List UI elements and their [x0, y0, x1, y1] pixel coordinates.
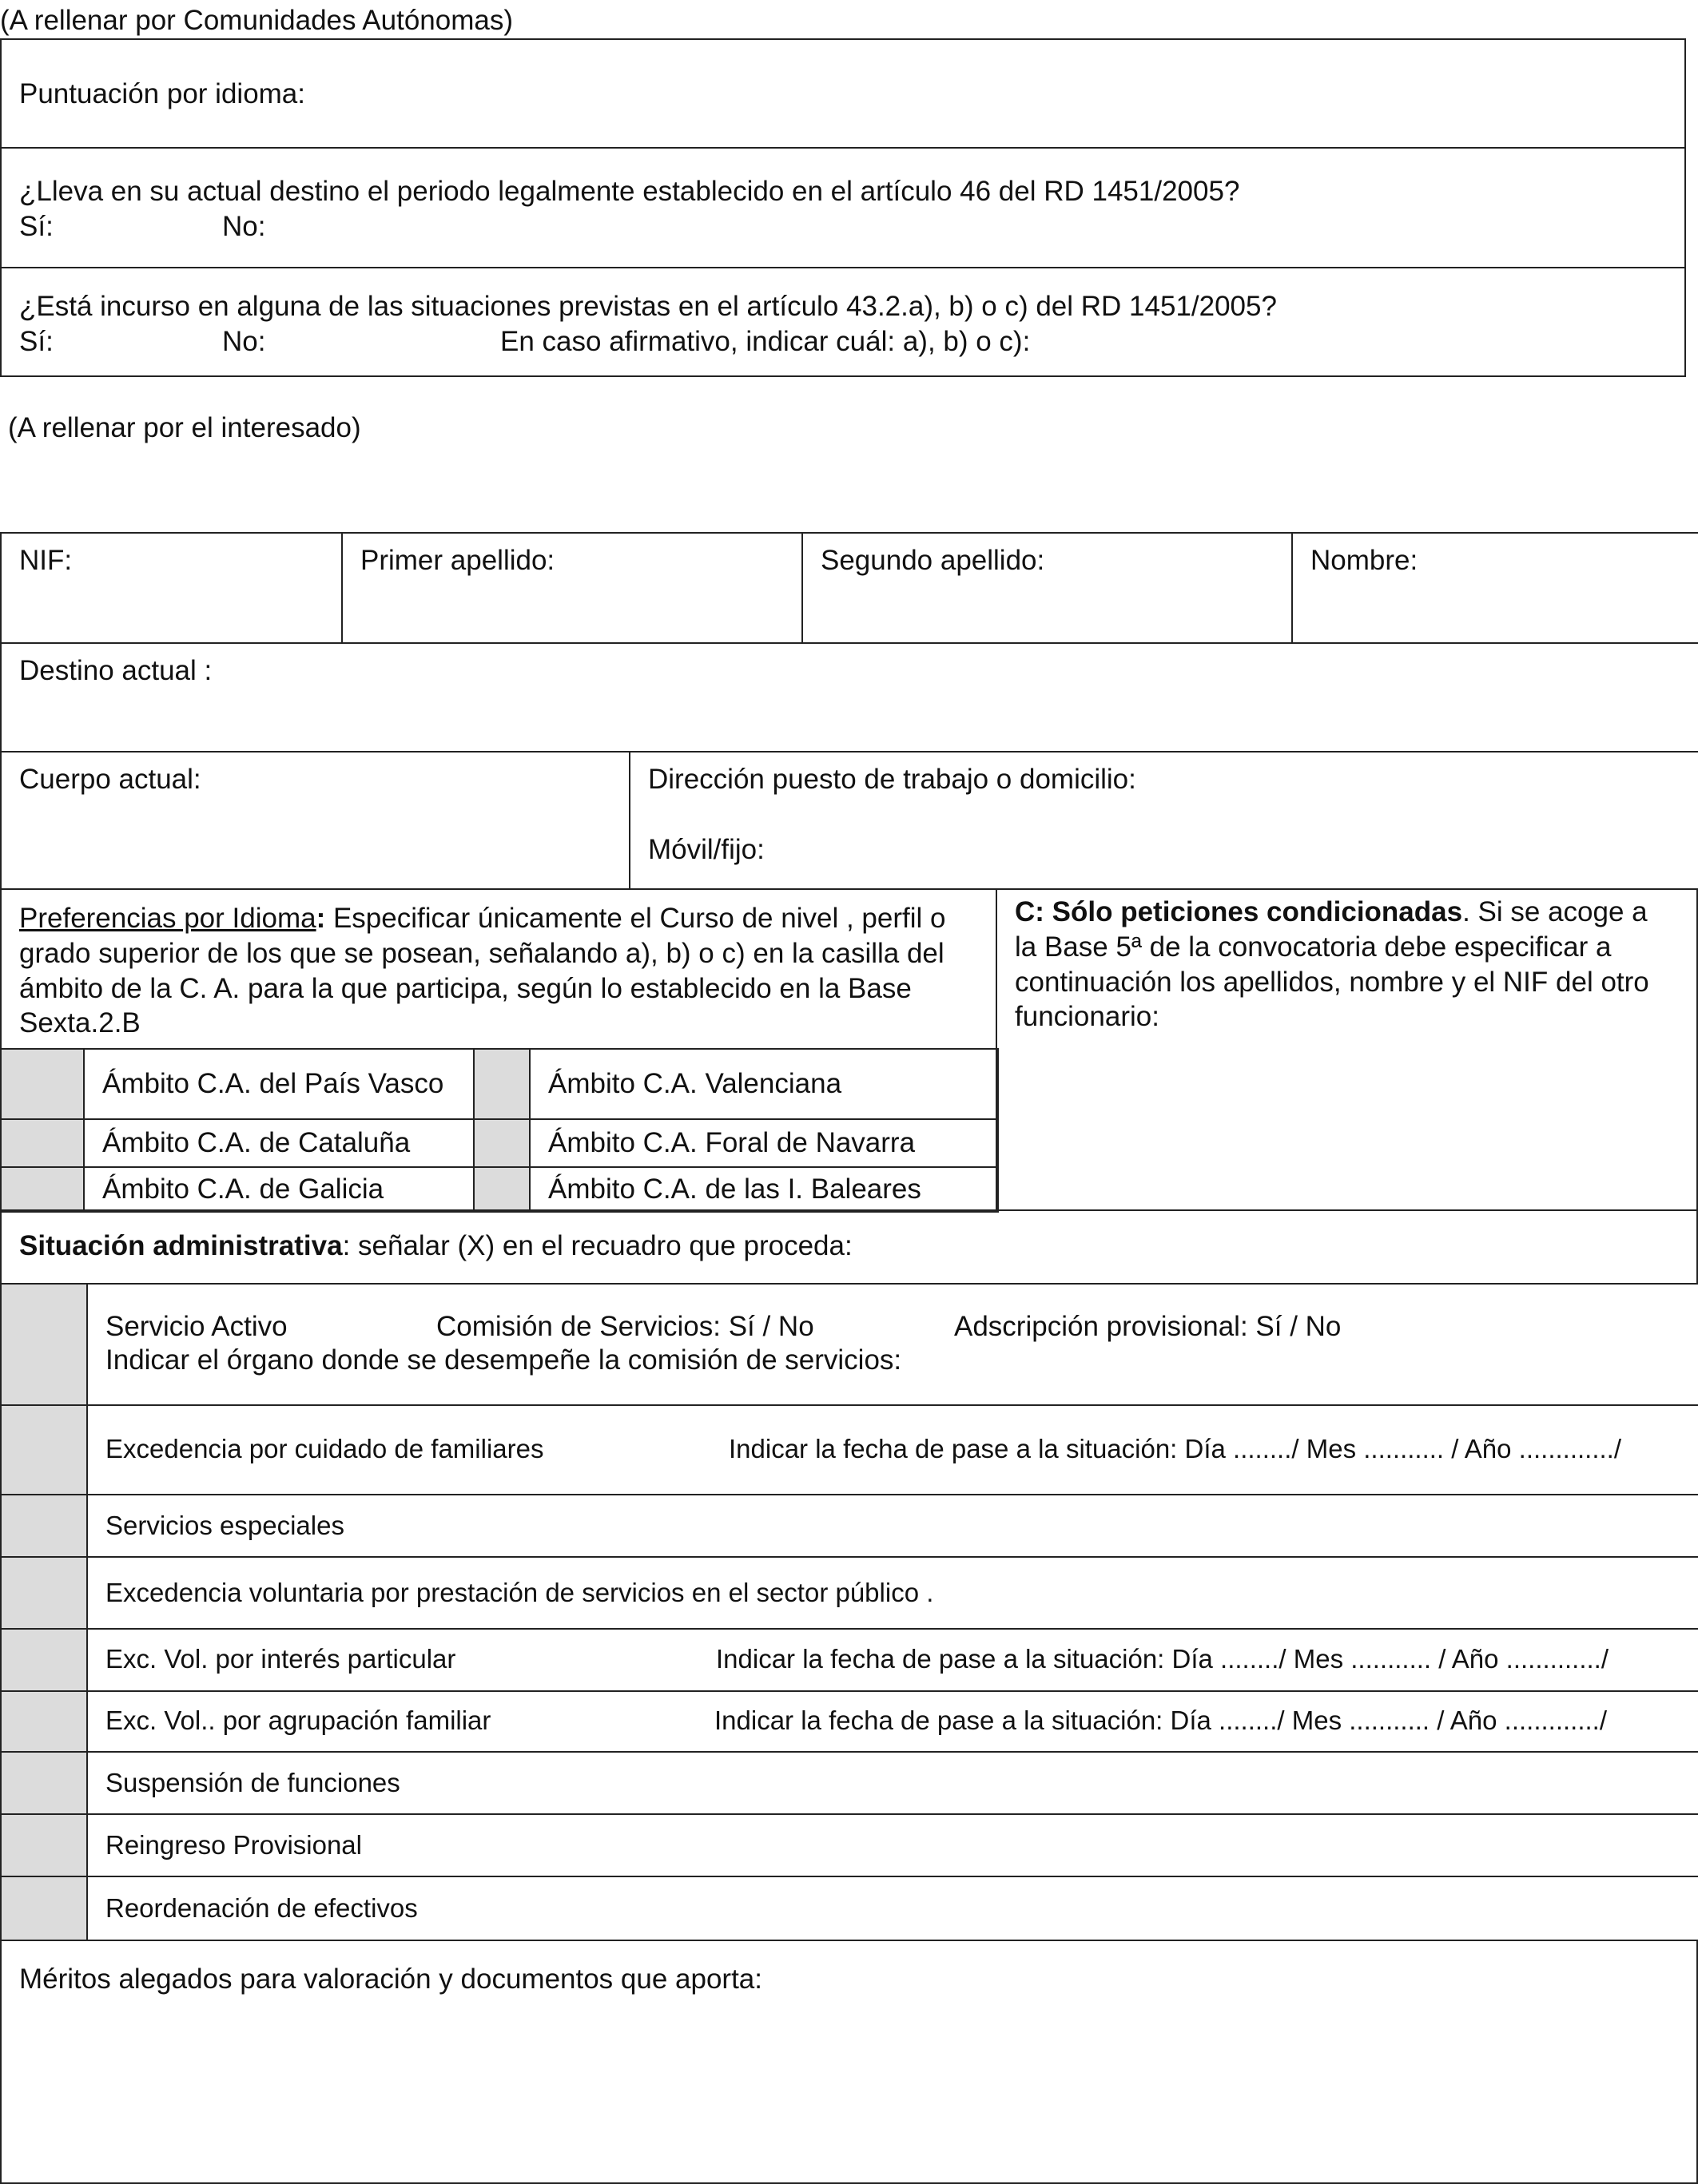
direccion-label: Dirección puesto de trabajo o domicilio: — [648, 764, 1136, 795]
situacion-row-label: Suspensión de funciones — [105, 1768, 400, 1797]
nombre-label: Nombre: — [1310, 545, 1418, 576]
q1-no: No: — [222, 211, 266, 242]
situacion-title-line — [19, 1229, 853, 1264]
destino-label: Destino actual : — [19, 655, 213, 686]
organo-label: Indicar el órgano donde se desempeñe la comisión de servicios: — [105, 1344, 902, 1376]
situacion-row-label: Servicios especiales — [105, 1511, 344, 1540]
situacion-checkbox[interactable] — [1, 1876, 87, 1940]
segundo-apellido-field[interactable] — [802, 533, 1292, 643]
situacion-checkbox[interactable] — [1, 1557, 87, 1629]
situacion-row-label: Excedencia por cuidado de familiares — [105, 1434, 544, 1463]
cuerpo-label: Cuerpo actual: — [19, 764, 201, 795]
ambito-label: Ámbito C.A. Valenciana — [548, 1068, 842, 1100]
section-header-interesado: (A rellenar por el interesado) — [8, 412, 361, 443]
ambitos-table — [0, 1048, 999, 1213]
q2-si: Sí: — [19, 326, 54, 357]
segundo-apellido-label: Segundo apellido: — [821, 545, 1045, 576]
situacion-checkbox[interactable] — [1, 1405, 87, 1495]
ambito-label: Ámbito C.A. de Cataluña — [102, 1127, 411, 1159]
section-header-ca: (A rellenar por Comunidades Autónomas) — [0, 5, 514, 36]
situacion-checkbox[interactable] — [1, 1284, 87, 1405]
situacion-header — [0, 1209, 1698, 1285]
puntuacion-label: Puntuación por idioma: — [19, 78, 305, 109]
q2-text: ¿Está incurso en alguna de las situaciones previstas en el artículo 43.2.a), b) o c) del RD 1451/2005? — [19, 291, 1277, 322]
servicio-activo-block — [88, 1309, 1698, 1380]
situacion-checkbox[interactable] — [1, 1629, 87, 1691]
nif-label: NIF: — [19, 545, 73, 576]
condicionadas-text — [1015, 895, 1670, 1034]
fecha-label: Indicar la fecha de pase a la situación: Día ......../ Mes ........... / Año ............./ — [729, 1434, 1622, 1463]
fecha-label: Indicar la fecha de pase a la situación: Día ......../ Mes ........... / Año ............./ — [716, 1644, 1609, 1674]
nombre-field[interactable] — [1292, 533, 1698, 643]
ambito-checkbox[interactable] — [474, 1119, 530, 1167]
ambito-label: Ámbito C.A. de Galicia — [102, 1173, 384, 1205]
direccion-field[interactable] — [630, 752, 1698, 889]
q2-no: No: — [222, 326, 266, 357]
meritos-field[interactable] — [0, 1940, 1698, 2184]
condicionadas-desc: . Si se acoge a la Base 5ª de la convocatoria debe especificar a continuación los apellidos, nombre y el NIF del otro funcionario: — [1015, 896, 1649, 1033]
condicionadas-box[interactable] — [996, 888, 1698, 1211]
q1-text: ¿Lleva en su actual destino el periodo legalmente establecido en el artículo 46 del RD 1451/2005? — [19, 176, 1240, 207]
situacion-checkbox[interactable] — [1, 1752, 87, 1814]
situacion-checkbox[interactable] — [1, 1691, 87, 1752]
situacion-row-label: Excedencia voluntaria por prestación de servicios en el sector público . — [105, 1578, 934, 1607]
divider — [2, 267, 1684, 268]
personal-data-table — [0, 532, 1698, 890]
cuerpo-field[interactable] — [1, 752, 630, 889]
ambito-checkbox[interactable] — [1, 1167, 84, 1212]
ca-box — [0, 38, 1686, 377]
q2-extra: En caso afirmativo, indicar cuál: a), b) o c): — [500, 326, 1031, 357]
situacion-checkbox[interactable] — [1, 1495, 87, 1557]
situacion-checkbox[interactable] — [1, 1814, 87, 1876]
situacion-row — [88, 1434, 1698, 1466]
ambito-label: Ámbito C.A. del País Vasco — [102, 1068, 444, 1100]
preferencias-colon: : — [316, 903, 326, 934]
primer-apellido-label: Primer apellido: — [360, 545, 555, 576]
ambito-label: Ámbito C.A. de las I. Baleares — [548, 1173, 921, 1205]
fecha-label: Indicar la fecha de pase a la situación: Día ......../ Mes ........... / Año ............./ — [714, 1706, 1608, 1735]
situacion-title: Situación administrativa — [19, 1230, 343, 1261]
situacion-row-label: Exc. Vol. por interés particular — [105, 1644, 456, 1674]
situacion-row-label: Exc. Vol.. por agrupación familiar — [105, 1706, 491, 1735]
movil-label: Móvil/fijo: — [648, 833, 765, 865]
condicionadas-title: C: Sólo peticiones condicionadas — [1015, 896, 1463, 927]
preferencias-box — [0, 888, 997, 1211]
ambito-checkbox[interactable] — [474, 1167, 530, 1212]
adscripcion-label: Adscripción provisional: Sí / No — [954, 1311, 1342, 1342]
divider — [2, 147, 1684, 149]
q1-si: Sí: — [19, 211, 54, 242]
ambito-checkbox[interactable] — [1, 1049, 84, 1119]
meritos-label: Méritos alegados para valoración y documentos que aporta: — [19, 1964, 762, 1995]
ambito-checkbox[interactable] — [1, 1119, 84, 1167]
situacion-subtitle: : señalar (X) en el recuadro que proceda: — [342, 1230, 853, 1261]
ambito-label: Ámbito C.A. Foral de Navarra — [548, 1127, 916, 1159]
preferencias-desc: Especificar únicamente el Curso de nivel , perfil o grado superior de los que se posean, señalando a), b) o c) en la casilla del ámbito de la C. A. para la que participa, según lo establecido en la Base Sexta.2.B — [19, 903, 946, 1039]
situacion-table — [0, 1283, 1698, 1941]
situacion-row-label: Reordenación de efectivos — [105, 1893, 418, 1923]
preferencias-title: Preferencias por Idioma — [19, 903, 316, 934]
destino-field[interactable] — [1, 643, 1698, 752]
situacion-row — [88, 1644, 1698, 1676]
servicio-activo-label: Servicio Activo — [105, 1311, 288, 1342]
situacion-row-label: Reingreso Provisional — [105, 1830, 362, 1860]
ambito-checkbox[interactable] — [474, 1049, 530, 1119]
nif-field[interactable] — [1, 533, 342, 643]
preferencias-text — [19, 901, 962, 1041]
primer-apellido-field[interactable] — [342, 533, 802, 643]
comision-label: Comisión de Servicios: Sí / No — [436, 1311, 814, 1342]
situacion-row — [88, 1706, 1698, 1737]
